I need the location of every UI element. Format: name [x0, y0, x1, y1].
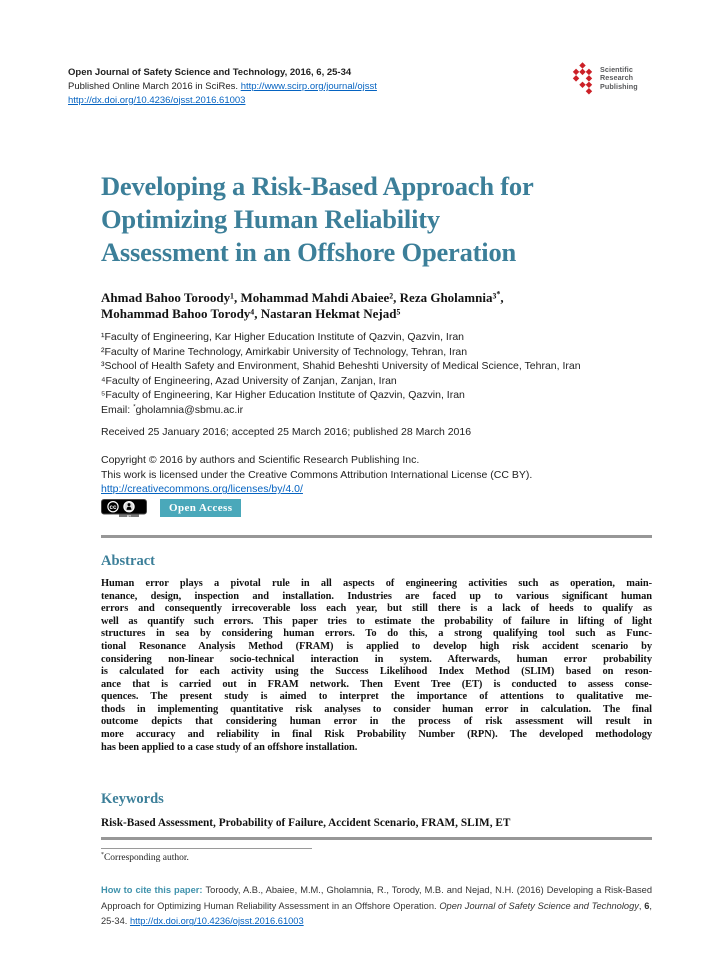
license-badges — [101, 499, 652, 517]
svg-text:cc: cc — [109, 503, 117, 511]
footnote-separator — [101, 848, 312, 849]
publisher-logo-text — [600, 66, 638, 92]
section-divider — [101, 535, 652, 538]
abstract-line: tional Resonance Analysis Method (FRAM) is applied to develop high risk accident scenario by — [101, 640, 652, 652]
affiliation-line: ³School of Health Safety and Environment, Shahid Beheshti University of Medical Science, Tehran, Iran — [101, 360, 581, 373]
abstract-line: quences. The present study is aimed to interpret the importance of attentions to qualitative me- — [101, 691, 652, 703]
svg-text:BY: BY — [127, 513, 131, 517]
person-icon — [128, 503, 131, 506]
citation-text: Toroody, A.B., Abaiee, M.M., Gholamnia, R., Torody, M.B. and Nejad, N.H. (2016) Developing a Risk-Based Approach for Optimizing Human Reliability Assessment in an Offshore Operation. — [101, 885, 652, 911]
abstract-line: Human error plays a pivotal rule in all aspects of engineering activities such as operation, main- — [101, 577, 652, 589]
abstract-line: ance that is carried out in FRAM network. Then Event Tree (ET) is conducted to assess conse- — [101, 678, 652, 690]
journal-header — [68, 66, 377, 107]
abstract-line: structures in sea by considering human errors. To do this, a strong qualifying tool such as Func- — [101, 628, 652, 640]
title-line: Assessment in an Offshore Operation — [101, 237, 517, 267]
citation-journal-name: Open Journal of Safety Science and Technology — [439, 900, 639, 911]
article-front-page — [101, 170, 652, 930]
abstract-line: is calculated for each activity using the Success Likelihood Index Method (SLIM) based on reson- — [101, 666, 652, 678]
abstract-line: more accuracy and reliability in final Risk Probability Number (RPN). The developed methodology — [101, 729, 652, 741]
citation-doi-link[interactable]: http://dx.doi.org/10.4236/ojsst.2016.61003 — [129, 916, 304, 927]
publisher-logo — [569, 62, 638, 95]
keywords-text: Risk-Based Assessment, Probability of Failure, Accident Scenario, FRAM, SLIM, ET — [101, 817, 511, 830]
published-prefix: Published Online March 2016 in SciRes. — [68, 80, 241, 92]
affiliation-line: ⁵Faculty of Engineering, Kar Higher Education Institute of Qazvin, Qazvin, Iran — [101, 389, 465, 402]
logo-text-line: Research — [600, 73, 634, 83]
email-asterisk: * — [133, 403, 136, 411]
license-line: This work is licensed under the Creative Commons Attribution International License (CC BY). — [101, 468, 533, 481]
how-to-cite-block: How to cite this paper: Toroody, A.B., Abaiee, M.M., Gholamnia, R., Torody, M.B. and Nejad, N.H. (2016) Developing a Risk-Based Approach for Optimizing Human Reliability Assessment in an Offshore Operation. Open Journal of Safety Science and Technology, 6, 25-34. http://dx.doi.org/10.4236/ojsst.2016.61003 — [101, 885, 652, 927]
authors-block — [101, 290, 652, 321]
abstract-line: outcome depicts that considering human error in the process of risk assessment will result in — [101, 716, 652, 728]
footer-divider — [101, 837, 652, 840]
license-url-link[interactable]: http://creativecommons.org/licenses/by/4.0/ — [101, 483, 303, 496]
abstract-line: has been applied to a case study of an offshore installation. — [101, 741, 358, 753]
authors-line-2: Mohammad Bahoo Torody⁴, Nastaran Hekmat Nejad⁵ — [101, 305, 401, 321]
title-line: Optimizing Human Reliability — [101, 204, 440, 234]
affiliation-line: ¹Faculty of Engineering, Kar Higher Education Institute of Qazvin, Qazvin, Iran — [101, 331, 465, 343]
abstract-line: well as quantify such errors. This paper tries to estimate the probability of failure in lifting of light — [101, 615, 652, 627]
affiliation-line: ²Faculty of Marine Technology, Amirkabir University of Technology, Tehran, Iran — [101, 345, 468, 358]
authors-line-1: Ahmad Bahoo Toroody¹, Mohammad Mahdi Abaiee², Reza Gholamnia³*, — [101, 289, 504, 305]
doi-line — [68, 94, 377, 108]
abstract-text — [101, 578, 652, 754]
email-line: Email: *gholamnia@sbmu.ac.ir — [101, 403, 244, 416]
open-access-badge: Open Access — [160, 499, 241, 517]
abstract-heading: Abstract — [101, 552, 155, 569]
abstract-line: considering non-linear socio-technical interaction in system. Afterwards, human error probability — [101, 653, 652, 665]
journal-title-line: Open Journal of Safety Science and Technology, 2016, 6, 25-34 — [68, 67, 352, 78]
title-line: Developing a Risk-Based Approach for — [101, 171, 534, 201]
dates-line: Received 25 January 2016; accepted 25 March 2016; published 28 March 2016 — [101, 425, 472, 438]
corresponding-author-footnote: *Corresponding author. — [101, 852, 189, 864]
abstract-line: thods in implementing quantitative risk analyses to consider human error in calculation. The final — [101, 703, 652, 715]
abstract-line: tenance, design, inspection and installation. Industries are faced up to various significant human — [101, 590, 652, 602]
logo-text-line: Publishing — [600, 81, 638, 91]
affiliations-block — [101, 330, 652, 418]
citation-volume: 6 — [644, 900, 650, 911]
email-address: gholamnia@sbmu.ac.ir — [135, 403, 244, 416]
scirp-diamond-icon — [569, 62, 596, 95]
abstract-line: errors and consequently irrecoverable loss each year, but still there is a lack of heeds to qualify as — [101, 603, 652, 615]
cc-by-badge[interactable] — [101, 499, 147, 517]
copyright-line: Copyright © 2016 by authors and Scientific Research Publishing Inc. — [101, 454, 420, 467]
published-line — [68, 80, 377, 94]
affiliation-line: ⁴Faculty of Engineering, Azad University of Zanjan, Zanjan, Iran — [101, 374, 397, 387]
article-title — [101, 170, 652, 269]
how-to-cite-label: How to cite this paper: — [101, 885, 206, 896]
logo-text-line: Scientific — [600, 64, 633, 74]
corresponding-author-asterisk: * — [496, 289, 501, 299]
doi-url-link[interactable]: http://dx.doi.org/10.4236/ojsst.2016.61003 — [68, 94, 246, 106]
journal-url-link[interactable]: http://www.scirp.org/journal/ojsst — [240, 80, 377, 92]
keywords-heading: Keywords — [101, 791, 164, 808]
copyright-block — [101, 453, 652, 497]
